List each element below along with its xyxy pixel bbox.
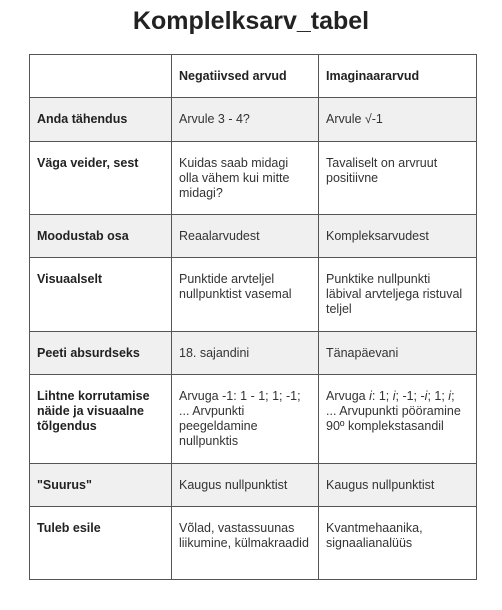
cell-imaginary: Tavaliselt on arvruut positiivne [319, 142, 477, 215]
cell-imaginary: Kaugus nullpunktist [319, 464, 477, 507]
row-label: Anda tähendus [30, 98, 172, 142]
cell-imaginary: Punktike nullpunkti läbival arvteljega ristuval teljel [319, 258, 477, 332]
cell-negative: Arvuga -1: 1 - 1; 1; -1; ... Arvpunkti peegeldamine nullpunktis [172, 375, 319, 464]
row-label: Moodustab osa [30, 215, 172, 258]
table-row [30, 258, 477, 332]
cell-imaginary: Arvule √-1 [319, 98, 477, 142]
text-fragment: Arvuga [326, 389, 370, 403]
row-label: Visuaalselt [30, 258, 172, 332]
cell-negative: Kaugus nullpunktist [172, 464, 319, 507]
table-row [30, 375, 477, 464]
cell-negative: Punktide arvteljel nullpunktist vasemal [172, 258, 319, 332]
cell-negative: 18. sajandini [172, 332, 319, 375]
cell-imaginary: Kvantmehaanika, signaalianalüüs [319, 507, 477, 580]
row-label: Lihtne korrutamise näide ja visuaalne tõlgendus [30, 375, 172, 464]
cell-negative: Võlad, vastassuunas liikumine, külmakraadid [172, 507, 319, 580]
text-fragment: : 1; [371, 389, 393, 403]
imaginary-unit-symbol: i [448, 389, 452, 403]
table-row [30, 215, 477, 258]
cell-imaginary: Tänapäevani [319, 332, 477, 375]
header-corner-cell [30, 55, 172, 98]
row-label: Väga veider, sest [30, 142, 172, 215]
table-row [30, 142, 477, 215]
imaginary-unit-symbol: i [424, 389, 428, 403]
page-title: Komplelksarv_tabel [132, 7, 370, 35]
row-label: Tuleb esile [30, 507, 172, 580]
table-row [30, 332, 477, 375]
text-fragment: ; ... Arvupunkti pööramine 90º komplekstasandil [326, 389, 461, 433]
table-row [30, 464, 477, 507]
column-header-imaginary-numbers: Imaginaararvud [319, 55, 477, 98]
comparison-table [29, 54, 477, 580]
column-header-negative-numbers: Negatiivsed arvud [172, 55, 319, 98]
imaginary-unit-symbol: i [369, 389, 372, 403]
imaginary-unit-symbol: i [392, 389, 396, 403]
cell-negative: Arvule 3 - 4? [172, 98, 319, 142]
text-fragment: ; 1; [427, 389, 449, 403]
row-label: "Suurus" [30, 464, 172, 507]
cell-negative: Kuidas saab midagi olla vähem kui mitte midagi? [172, 142, 319, 215]
cell-imaginary: Kompleksarvudest [319, 215, 477, 258]
cell-negative: Reaalarvudest [172, 215, 319, 258]
row-label: Peeti absurdseks [30, 332, 172, 375]
table-row [30, 507, 477, 580]
cell-imaginary [319, 375, 477, 464]
text-fragment: ; -1; - [395, 389, 425, 403]
table-header-row [30, 55, 477, 98]
table-row [30, 98, 477, 142]
